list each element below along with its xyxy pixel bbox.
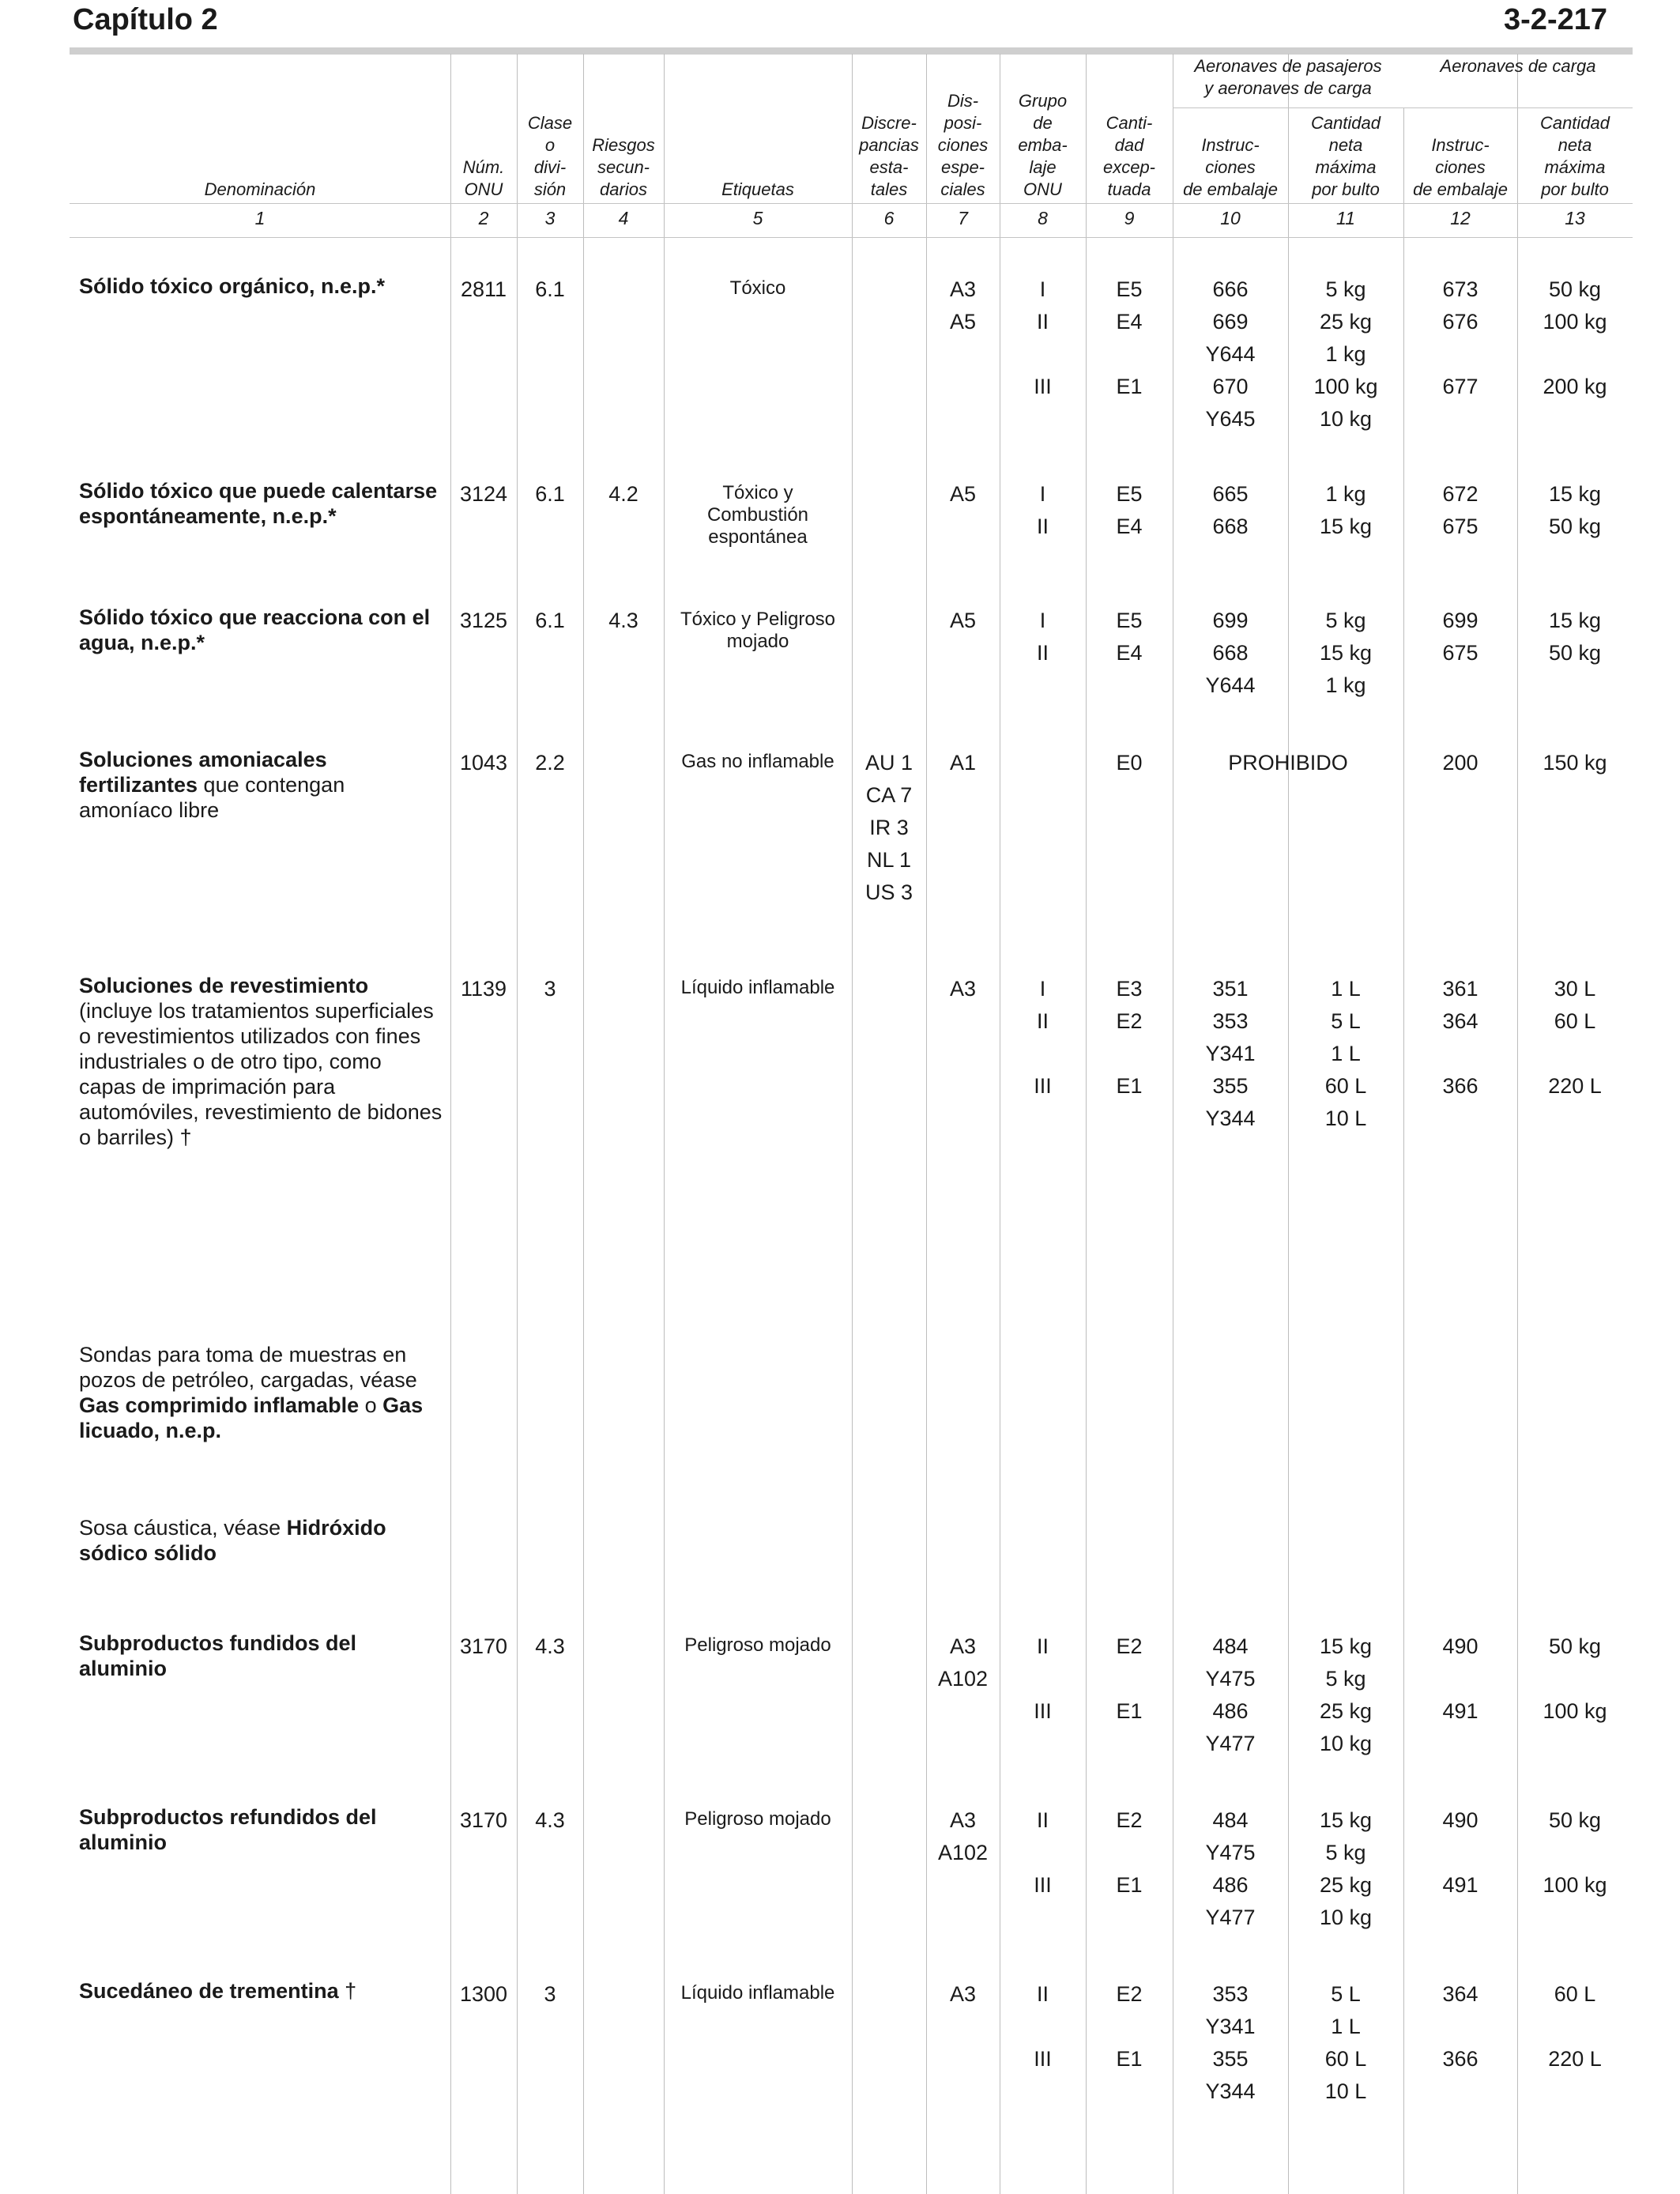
entry-name: Sondas para toma de muestras en pozos de petróleo, cargadas, véase Gas comprimido inflamable o Gas licuado, n.e.p.	[79, 1343, 424, 1442]
label-text: Líquido inflamable	[680, 977, 835, 998]
cell-class: 6.1	[535, 277, 565, 301]
cell-un-number: 3170	[459, 1808, 508, 1832]
column-number: 8	[1038, 208, 1048, 228]
column-divider	[926, 54, 927, 2194]
cell-packing-group: II III	[1034, 1982, 1052, 2071]
cell-packing-group: I II III	[1034, 977, 1052, 1098]
label-text: Tóxico y Combustión espontánea	[706, 482, 809, 548]
cell-cargo-packing-instruction: 364 366	[1442, 1982, 1478, 2071]
entry-name: Soluciones amoniacales fertilizantes que contengan amoníaco libre	[79, 748, 345, 822]
cell-un-number: 3125	[459, 609, 508, 632]
forbidden-note: PROHIBIDO	[1228, 751, 1348, 775]
column-header-pax-max-net-quantity: Cantidad neta máxima por bulto	[1310, 113, 1381, 199]
column-header-cargo-max-net-quantity: Cantidad neta máxima por bulto	[1539, 113, 1610, 199]
cell-packing-group: II III	[1034, 1808, 1052, 1897]
page-number: 3-2-217	[1504, 3, 1607, 36]
column-number: 2	[478, 208, 489, 228]
group-header-underline	[1173, 107, 1633, 108]
column-number: 10	[1220, 208, 1241, 228]
column-header-excepted-quantity: Canti- dad excep- tuada	[1102, 113, 1156, 199]
column-header-cargo-packing-instruction: Instruc- ciones de embalaje	[1413, 135, 1508, 199]
column-number: 11	[1336, 208, 1355, 228]
cell-excepted-quantity: E5 E4 E1	[1116, 277, 1143, 398]
cell-special-provisions: A5	[949, 482, 977, 506]
cell-un-number: 2811	[460, 277, 507, 301]
chapter-title: Capítulo 2	[73, 3, 218, 36]
cell-class: 4.3	[535, 1634, 565, 1658]
cell-excepted-quantity: E2 E1	[1116, 1634, 1143, 1723]
group-header-cargo: Aeronaves de carga	[1440, 56, 1596, 76]
column-header-class: Clase o divi- sión	[527, 113, 573, 199]
column-number: 5	[752, 208, 763, 228]
cell-special-provisions: A5	[949, 609, 977, 632]
cell-cargo-packing-instruction: 672 675	[1442, 482, 1478, 538]
cell-pax-packing-instruction: 666 669 Y644 670 Y645	[1205, 277, 1256, 431]
entry-name: Sólido tóxico que reacciona con el agua, n.e.p.*	[79, 605, 431, 654]
cell-un-number: 1300	[459, 1982, 508, 2006]
header-divider-line	[70, 203, 1633, 204]
column-header-state-variations: Discre- pancias esta- tales	[859, 113, 919, 199]
cell-excepted-quantity: E5 E4	[1116, 482, 1143, 538]
cell-un-number: 3170	[459, 1634, 508, 1658]
cell-cargo-max-net-quantity: 50 kg 100 kg 200 kg	[1543, 277, 1607, 398]
column-number: 7	[958, 208, 968, 228]
header-rule	[70, 47, 1633, 55]
cell-cargo-max-net-quantity: 50 kg 100 kg	[1543, 1634, 1607, 1723]
cell-pax-packing-instruction: 353 Y341 355 Y344	[1205, 1982, 1256, 2103]
entry-name: Subproductos fundidos del aluminio	[79, 1631, 356, 1680]
entry-name: Sucedáneo de trementina †	[79, 1979, 357, 2003]
cell-class: 6.1	[535, 609, 565, 632]
cell-cargo-packing-instruction: 200	[1442, 751, 1478, 775]
column-divider	[664, 54, 665, 2194]
cell-class: 6.1	[535, 482, 565, 506]
cell-pax-max-net-quantity: 5 L 1 L 60 L 10 L	[1324, 1982, 1367, 2103]
cell-excepted-quantity: E0	[1116, 751, 1143, 775]
cell-cargo-packing-instruction: 699 675	[1442, 609, 1478, 665]
cell-state-variations: AU 1 CA 7 IR 3 NL 1 US 3	[864, 751, 913, 904]
cell-cargo-packing-instruction: 673 676 677	[1442, 277, 1478, 398]
cell-excepted-quantity: E5 E4	[1116, 609, 1143, 665]
column-divider	[517, 54, 518, 2194]
label-text: Peligroso mojado	[684, 1808, 831, 1830]
group-header-passenger: Aeronaves de pasajeros y aeronaves de carga	[1194, 56, 1382, 98]
label-text: Líquido inflamable	[680, 1982, 835, 2004]
column-header-packing-group: Grupo de emba- laje ONU	[1018, 91, 1068, 199]
cell-un-number: 1139	[460, 977, 507, 1001]
cell-pax-max-net-quantity: 15 kg 5 kg 25 kg 10 kg	[1319, 1634, 1373, 1755]
cell-pax-packing-instruction: 699 668 Y644	[1205, 609, 1256, 697]
column-divider	[852, 54, 853, 2194]
cell-packing-group: I II III	[1034, 277, 1052, 398]
cell-cargo-max-net-quantity: 15 kg 50 kg	[1548, 482, 1602, 538]
label-text: Tóxico y Peligroso mojado	[680, 609, 836, 652]
cell-cargo-max-net-quantity: 150 kg	[1543, 751, 1607, 775]
cell-special-provisions: A3 A102	[937, 1634, 989, 1691]
entry-name: Sólido tóxico orgánico, n.e.p.*	[79, 274, 386, 298]
entry-name: Soluciones de revestimiento (incluye los tratamientos superficiales o revestimientos utilizados con fines industriales o de otro tipo, como capas de imprimación para automóviles, revestimiento de bidones o barriles) †	[79, 974, 443, 1149]
column-number: 1	[254, 208, 266, 228]
header-divider-line	[70, 237, 1633, 238]
column-number: 3	[544, 208, 556, 228]
cell-class: 3	[544, 1982, 556, 2006]
column-header-special-provisions: Dis- posi- ciones espe- ciales	[937, 91, 989, 199]
column-header-pax-packing-instruction: Instruc- ciones de embalaje	[1183, 135, 1278, 199]
cell-packing-group: I II	[1036, 609, 1049, 665]
cell-subsidiary-risks: 4.2	[608, 482, 638, 506]
entry-name: Sólido tóxico que puede calentarse espontáneamente, n.e.p.*	[79, 479, 438, 528]
cell-special-provisions: A3 A5	[949, 277, 977, 334]
label-text: Peligroso mojado	[684, 1634, 831, 1656]
cell-packing-group: II III	[1034, 1634, 1052, 1723]
column-number: 9	[1124, 208, 1135, 228]
cell-cargo-max-net-quantity: 50 kg 100 kg	[1543, 1808, 1607, 1897]
cell-cargo-packing-instruction: 490 491	[1442, 1634, 1478, 1723]
label-text: Gas no inflamable	[681, 751, 834, 772]
cell-excepted-quantity: E2 E1	[1116, 1808, 1143, 1897]
cell-subsidiary-risks: 4.3	[608, 609, 638, 632]
column-header-un-number: Núm. ONU	[462, 157, 505, 199]
cell-pax-packing-instruction: 351 353 Y341 355 Y344	[1205, 977, 1256, 1130]
column-number: 13	[1565, 208, 1585, 228]
column-divider	[583, 54, 584, 2194]
entry-name: Sosa cáustica, véase Hidróxido sódico sólido	[79, 1516, 386, 1565]
label-text: Tóxico	[729, 277, 786, 299]
cell-pax-max-net-quantity: 5 kg 15 kg 1 kg	[1319, 609, 1373, 697]
column-number: 6	[883, 208, 895, 228]
cell-pax-packing-instruction: 665 668	[1212, 482, 1249, 538]
column-header-denominacion: Denominación	[204, 179, 316, 199]
cell-packing-group: I II	[1036, 482, 1049, 538]
cell-cargo-packing-instruction: 361 364 366	[1442, 977, 1478, 1098]
cell-cargo-max-net-quantity: 60 L 220 L	[1548, 1982, 1602, 2071]
cell-cargo-max-net-quantity: 30 L 60 L 220 L	[1548, 977, 1602, 1098]
cell-pax-max-net-quantity: 5 kg 25 kg 1 kg 100 kg 10 kg	[1313, 277, 1378, 431]
cell-special-provisions: A3 A102	[937, 1808, 989, 1864]
cell-cargo-max-net-quantity: 15 kg 50 kg	[1548, 609, 1602, 665]
cell-class: 2.2	[535, 751, 565, 775]
column-header-labels: Etiquetas	[721, 179, 794, 199]
column-number: 12	[1450, 208, 1471, 228]
column-divider	[450, 54, 451, 2194]
cell-special-provisions: A1	[949, 751, 977, 775]
cell-pax-max-net-quantity: 1 kg 15 kg	[1319, 482, 1373, 538]
cell-un-number: 3124	[459, 482, 508, 506]
column-header-subsidiary-risks: Riesgos secun- darios	[592, 135, 655, 199]
cell-pax-packing-instruction: 484 Y475 486 Y477	[1205, 1634, 1256, 1755]
cell-excepted-quantity: E3 E2 E1	[1116, 977, 1143, 1098]
cell-un-number: 1043	[459, 751, 508, 775]
cell-cargo-packing-instruction: 490 491	[1442, 1808, 1478, 1897]
column-number: 4	[618, 208, 629, 228]
cell-special-provisions: A3	[949, 1982, 977, 2006]
entry-name: Subproductos refundidos del aluminio	[79, 1805, 377, 1854]
cell-class: 4.3	[535, 1808, 565, 1832]
cell-pax-max-net-quantity: 1 L 5 L 1 L 60 L 10 L	[1324, 977, 1367, 1130]
cell-excepted-quantity: E2 E1	[1116, 1982, 1143, 2071]
cell-class: 3	[544, 977, 556, 1001]
cell-pax-max-net-quantity: 15 kg 5 kg 25 kg 10 kg	[1319, 1808, 1373, 1929]
cell-pax-packing-instruction: 484 Y475 486 Y477	[1205, 1808, 1256, 1929]
cell-special-provisions: A3	[949, 977, 977, 1001]
